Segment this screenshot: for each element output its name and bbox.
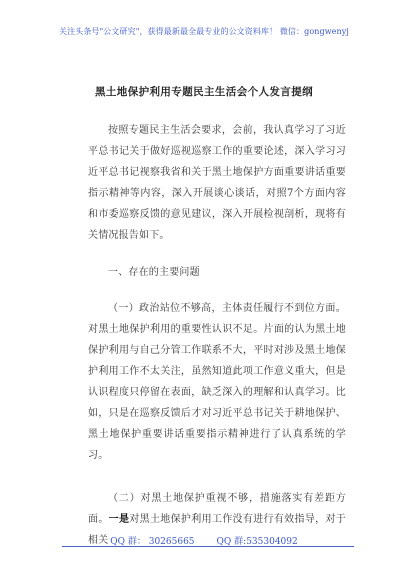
document-title: 黑土地保护利用专题民主生活会个人发言提纲 [95, 86, 313, 98]
paragraph-one: （一）政治站位不够高，主体责任履行不到位方面。对黑土地保护利用的重要性认识不足。片面的认为黑土地保护利用与自己分管工作联系不大，平时对涉及黑土地保护利用工作不太关注，虽然知道此项工作意义重大，但是认识程度只停留在表面，缺乏深入的理解和认真学习。比如，只是在巡察反馈后才对习近平总书记关于耕地保护、黑土地保护重要讲话重要指示精神进行了认真系统的学习。 [88, 303, 346, 461]
header-promo-note: 关注头条号"公文研究"，获得最新最全最专业的公文资料库！ 微信：gongwenyj [59, 27, 349, 36]
footer-divider [62, 546, 354, 547]
section-heading: 一、存在的主要问题 [108, 267, 200, 278]
footer-qq-group-two: QQ 群:535304092 [216, 537, 298, 547]
footer-qq-group-one: QQ 群： 30265665 [110, 537, 195, 547]
intro-paragraph: 按照专题民主生活会要求，会前，我认真学习了习近平总书记关于做好巡视巡察工作的重要论述，深入学习习近平总书记视察我省和关于黑土地保护方面重要讲话重要指示精神等内容，深入开展谈心谈话，对照7个方面内容和市委巡察反馈的意见建议，深入开展检视剖析，现将有关情况报告如下。 [88, 125, 346, 241]
paragraph-two-lead: 一是 [108, 514, 130, 525]
paragraph-two-start: （二）对黑土地保护重视不够，措施落实有差距方面。 [88, 493, 346, 525]
paragraph-two-rest: 对黑土地保护利用工作没有进行有效指导，对于相关 [88, 514, 346, 546]
